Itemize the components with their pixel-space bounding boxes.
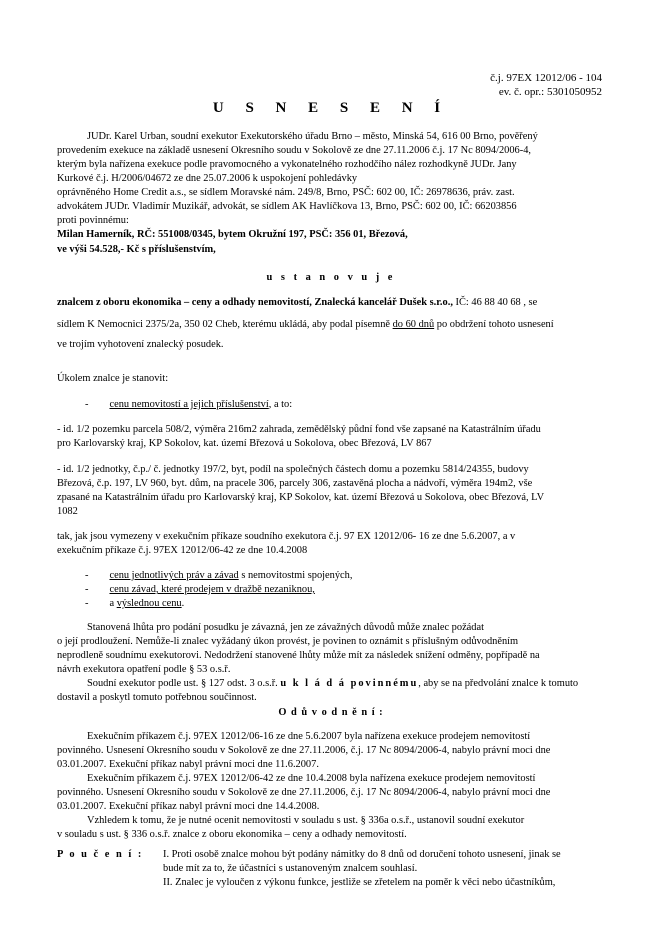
reasoning-heading: O d ů v o d n ě n í : xyxy=(278,707,384,718)
deadline-paragraph: návrh exekutora opatření podle § 53 o.s.ř. xyxy=(57,664,231,675)
imposes-debtor: u k l á d á povinnému xyxy=(280,678,419,689)
property-line: zpasané na Katastrálním úřadu pro Karlovarský kraj, KP Sokolov, kat. území Březová u Sokolova, obec Březová, LV xyxy=(57,492,545,503)
expert-name: znalcem z oboru ekonomika – ceny a odhady nemovitostí, Znalecká kancelář Dušek s.r.o., xyxy=(57,297,453,308)
instruction-label: P o u č e n í : xyxy=(57,849,144,860)
property-line: pro Karlovarský kraj, KP Sokolov, kat. území Březová u Sokolova, obec Březová, LV 867 xyxy=(57,438,432,449)
document-title: U S N E S E N Í xyxy=(212,100,450,116)
intro-line: JUDr. Karel Urban, soudní exekutor Exekutorského úřadu Brno – město, Minská 54, 616 00 Brno, pověřený xyxy=(87,131,538,142)
debtor-label: proti povinnému: xyxy=(57,215,129,226)
reasoning-line: Vzhledem k tomu, že je nutné ocenit nemovitosti v souladu s ust. § 336a o.s.ř., ustanovil soudní exekutor xyxy=(87,815,525,826)
list-item-rest: . xyxy=(181,598,185,609)
reasoning-line: povinného. Usnesení Okresního soudu v Sokolově ze dne 27.11.2006, č.j. 17 Nc 8094/2006-4, nabylo právní moci dne xyxy=(57,745,551,756)
enforcement-number: ev. č. opr.: 5301050952 xyxy=(498,86,602,98)
instruction-line: II. Znalec je vyloučen z výkonu funkce, jestliže se zřetelem na poměr k věci nebo účastníkům, xyxy=(163,877,556,888)
intro-line: Kurkové č.j. H/2006/04672 ze dne 25.07.2006 k uspokojení pohledávky xyxy=(57,173,358,184)
list-item-label: výslednou cenu xyxy=(116,598,182,609)
deadline-paragraph: neprodleně soudnímu exekutorovi. Nedodržení stanovené lhůty může mít za následek snížení odměny, popřípadě na xyxy=(57,650,540,661)
reference-line: exekučním příkaze č.j. 97EX 12012/06-42 ze dne 10.4.2008 xyxy=(57,545,308,556)
reasoning-line: 03.01.2007. Exekuční příkaz nabyl právní moci dne 14.4.2008. xyxy=(57,801,320,812)
cooperation-prefix: Soudní exekutor podle ust. § 127 odst. 3 o.s.ř. xyxy=(87,678,281,689)
reasoning-line: Exekučním příkazem č.j. 97EX 12012/06-42 ze dne 10.4.2008 byla nařízena exekuce prodejem nemovitostí xyxy=(87,773,536,784)
deadline-paragraph: Stanovená lhůta pro podání posudku je závazná, jen ze závažných důvodů může znalec požádat xyxy=(87,622,484,633)
intro-line: provedením exekuce na základě usnesení Okresního soudu v Sokolově ze dne 27.11.2006 č.j. 17 Nc 8094/2006-4, xyxy=(57,145,532,156)
creditor-line: oprávněného Home Credit a.s., se sídlem Moravské nám. 249/8, Brno, PSČ: 602 00, IČ: 26978636, práv. zast. xyxy=(57,187,515,198)
dash-bullet: - xyxy=(85,570,89,581)
deadline: do 60 dnů xyxy=(392,319,435,330)
expert-line xyxy=(57,318,605,332)
debtor-name: Milan Hamerník, RČ: 551008/0345, bytem Okružní 197, PSČ: 356 01, Březová, xyxy=(57,229,408,240)
case-reference: č.j. 97EX 12012/06 - 104 xyxy=(490,72,602,84)
list-item-rest: s nemovitostmi spojených, xyxy=(238,570,353,581)
expert-line: ve trojím vyhotovení znalecký posudek. xyxy=(57,339,224,350)
expert-seat: sídlem K Nemocnici 2375/2a, 350 02 Cheb, kterému ukládá, aby podal písemně xyxy=(57,319,393,330)
property-line: - id. 1/2 pozemku parcela 508/2, výměra 216m2 zahrada, zemědělský půdní fond vše zapsané na Katastrálním úřadu xyxy=(57,424,541,435)
dash-bullet: - xyxy=(85,598,89,609)
list-item xyxy=(85,569,352,583)
dash-bullet: - xyxy=(85,399,89,410)
list-item xyxy=(85,583,315,597)
reasoning-line: 03.01.2007. Exekuční příkaz nabyl právní moci dne 11.6.2007. xyxy=(57,759,319,770)
property-line: 1082 xyxy=(57,506,78,517)
list-item-prefix: a xyxy=(109,598,117,609)
list-item xyxy=(85,597,184,611)
expert-line xyxy=(57,296,605,310)
task-intro: Úkolem znalce je stanovit: xyxy=(57,373,169,384)
list-item-label: cenu jednotlivých práv a závad xyxy=(109,570,239,581)
expert-task: po obdržení tohoto usnesení xyxy=(434,319,554,330)
task-item-rest: , a to: xyxy=(268,399,293,410)
cooperation-line xyxy=(57,677,605,691)
debt-amount: ve výši 54.528,- Kč s příslušenstvím, xyxy=(57,244,216,255)
instruction-line: bude mít za to, že účastníci s ustanoveným znalcem souhlasí. xyxy=(163,863,418,874)
dash-bullet: - xyxy=(85,584,89,595)
attorney-line: advokátem JUDr. Vladimír Muzikář, advokát, se sídlem AK Havlíčkova 13, Brno, PSČ: 602 00, IČ: 66203856 xyxy=(57,201,517,212)
intro-line: kterým byla nařízena exekuce podle pravomocného a vykonatelného rozhodčího nález rozhodkyně JUDr. Jany xyxy=(57,159,517,170)
cooperation-line: dostavil a poskytl tomuto potřebnou součinnost. xyxy=(57,692,257,703)
task-item xyxy=(85,398,292,412)
ustanovuje-heading: u s t a n o v u j e xyxy=(266,272,396,283)
reasoning-line: povinného. Usnesení Okresního soudu v Sokolově ze dne 27.11.2006, č.j. 17 Nc 8094/2006-4, nabylo právní moci dne xyxy=(57,787,551,798)
property-line: Březová, č.p. 197, LV 960, byt. dům, na pracele 306, parcely 306, zastavěná plocha a nádvoří, výměra 194m2, vše xyxy=(57,478,533,489)
list-item-label: cenu závad, které prodejem v dražbě nezaniknou, xyxy=(109,584,315,595)
cooperation-rest: , aby se na předvolání znalce k tomuto xyxy=(418,678,579,689)
property-line: - id. 1/2 jednotky, č.p./ č. jednotky 197/2, byt, podíl na společných částech domu a pozemku 5814/24355, budovy xyxy=(57,464,529,475)
reasoning-line: Exekučním příkazem č.j. 97EX 12012/06-16 ze dne 5.6.2007 byla nařízena exekuce prodejem nemovitostí xyxy=(87,731,531,742)
expert-id: IČ: 46 88 40 68 , se xyxy=(452,297,538,308)
deadline-paragraph: o její prodloužení. Nemůže-li znalec vyžádaný úkon provést, je povinen to oznámit s příslušným odůvodněním xyxy=(57,636,519,647)
reasoning-line: v souladu s ust. § 336 o.s.ř. znalce z oboru ekonomika – ceny a odhady nemovitostí. xyxy=(57,829,407,840)
instruction-line: I. Proti osobě znalce mohou být podány námitky do 8 dnů od doručení tohoto usnesení, jinak se xyxy=(163,849,561,860)
reference-line: tak, jak jsou vymezeny v exekučním příkaze soudního exekutora č.j. 97 EX 12012/06- 16 ze dne 5.6.2007, a v xyxy=(57,531,516,542)
task-item-label: cenu nemovitostí a jejich příslušenství xyxy=(109,399,269,410)
